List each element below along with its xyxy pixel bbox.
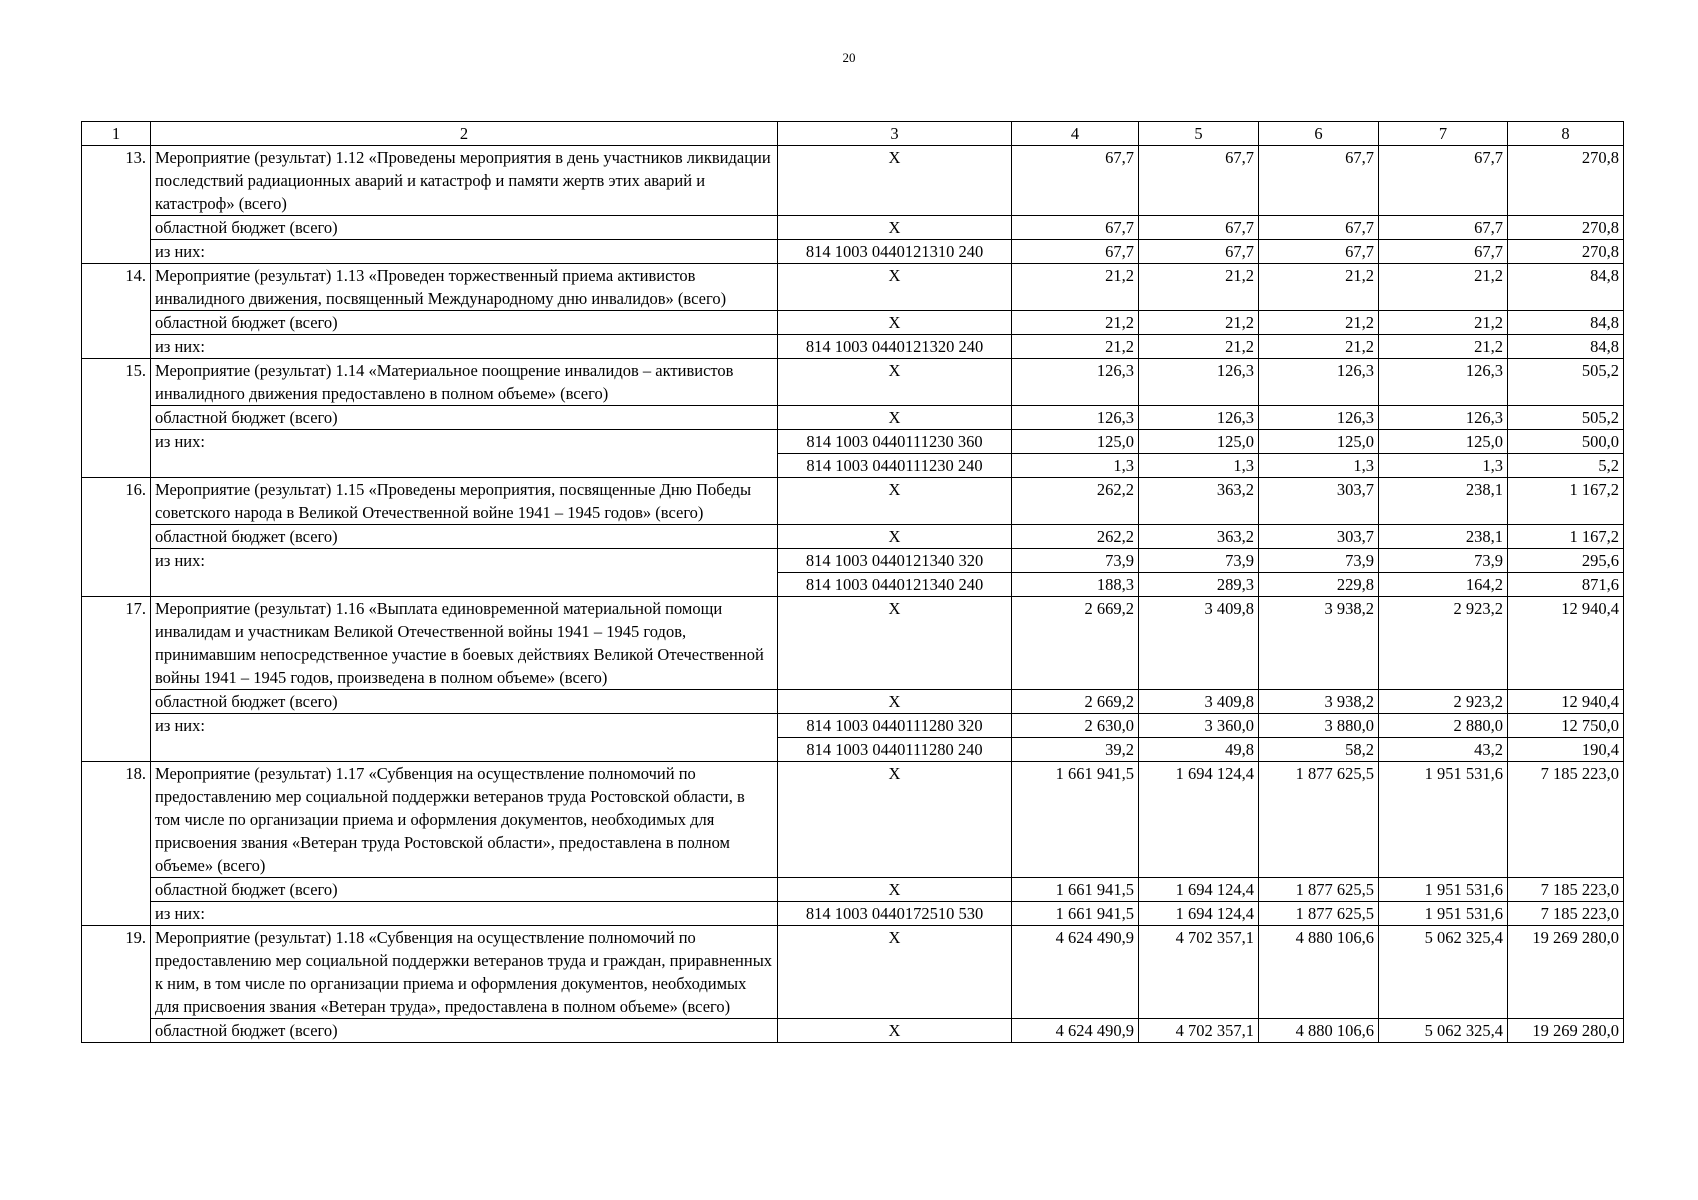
value-cell: 2 880,0 <box>1379 714 1508 738</box>
value-cell: 67,7 <box>1379 146 1508 216</box>
value-cell: 125,0 <box>1259 430 1379 454</box>
value-cell: 4 624 490,9 <box>1012 1019 1139 1043</box>
value-cell: 5 062 325,4 <box>1379 1019 1508 1043</box>
table-row <box>82 216 1624 240</box>
value-cell: 500,0 <box>1508 430 1624 454</box>
code-cell: X <box>778 926 1012 1019</box>
code-cell: 814 1003 0440121320 240 <box>778 335 1012 359</box>
value-cell: 125,0 <box>1379 430 1508 454</box>
value-cell: 164,2 <box>1379 573 1508 597</box>
value-cell: 67,7 <box>1012 240 1139 264</box>
value-cell: 262,2 <box>1012 478 1139 525</box>
value-cell: 3 938,2 <box>1259 690 1379 714</box>
of-which-label: из них: <box>151 430 778 478</box>
code-cell: X <box>778 690 1012 714</box>
value-cell: 126,3 <box>1379 359 1508 406</box>
table-row <box>82 597 1624 690</box>
value-cell: 270,8 <box>1508 146 1624 216</box>
budget-label: областной бюджет (всего) <box>151 311 778 335</box>
code-cell: X <box>778 406 1012 430</box>
header-cell: 2 <box>151 122 778 146</box>
value-cell: 303,7 <box>1259 525 1379 549</box>
code-cell: 814 1003 0440111230 240 <box>778 454 1012 478</box>
header-cell: 1 <box>82 122 151 146</box>
code-cell: X <box>778 359 1012 406</box>
value-cell: 229,8 <box>1259 573 1379 597</box>
value-cell: 1 661 941,5 <box>1012 902 1139 926</box>
table-row <box>82 146 1624 216</box>
value-cell: 12 750,0 <box>1508 714 1624 738</box>
value-cell: 21,2 <box>1012 335 1139 359</box>
item-number: 19. <box>82 926 151 1043</box>
value-cell: 871,6 <box>1508 573 1624 597</box>
code-cell: 814 1003 0440121340 320 <box>778 549 1012 573</box>
value-cell: 126,3 <box>1012 406 1139 430</box>
value-cell: 4 880 106,6 <box>1259 1019 1379 1043</box>
budget-label: областной бюджет (всего) <box>151 525 778 549</box>
value-cell: 2 669,2 <box>1012 690 1139 714</box>
value-cell: 295,6 <box>1508 549 1624 573</box>
item-number: 16. <box>82 478 151 597</box>
value-cell: 1 167,2 <box>1508 525 1624 549</box>
value-cell: 84,8 <box>1508 311 1624 335</box>
value-cell: 126,3 <box>1139 359 1259 406</box>
value-cell: 188,3 <box>1012 573 1139 597</box>
value-cell: 1 951 531,6 <box>1379 878 1508 902</box>
of-which-label: из них: <box>151 335 778 359</box>
code-cell: X <box>778 1019 1012 1043</box>
header-row <box>82 122 1624 146</box>
value-cell: 67,7 <box>1012 146 1139 216</box>
code-cell: X <box>778 311 1012 335</box>
budget-label: областной бюджет (всего) <box>151 1019 778 1043</box>
value-cell: 1 951 531,6 <box>1379 762 1508 878</box>
item-title: Мероприятие (результат) 1.12 «Проведены мероприятия в день участников ликвидации последствий радиационных аварий и катастроф и памяти жертв этих аварий и катастроф» (всего) <box>151 146 778 216</box>
code-cell: X <box>778 146 1012 216</box>
value-cell: 126,3 <box>1259 359 1379 406</box>
item-number: 18. <box>82 762 151 926</box>
table-row <box>82 902 1624 926</box>
value-cell: 19 269 280,0 <box>1508 926 1624 1019</box>
value-cell: 2 923,2 <box>1379 690 1508 714</box>
value-cell: 67,7 <box>1139 240 1259 264</box>
table-row <box>82 311 1624 335</box>
table-row <box>82 335 1624 359</box>
table-row <box>82 359 1624 406</box>
value-cell: 363,2 <box>1139 525 1259 549</box>
value-cell: 4 702 357,1 <box>1139 926 1259 1019</box>
table-row <box>82 430 1624 454</box>
header-cell: 4 <box>1012 122 1139 146</box>
value-cell: 67,7 <box>1379 240 1508 264</box>
value-cell: 3 409,8 <box>1139 597 1259 690</box>
header-cell: 7 <box>1379 122 1508 146</box>
value-cell: 21,2 <box>1139 335 1259 359</box>
value-cell: 238,1 <box>1379 478 1508 525</box>
value-cell: 73,9 <box>1139 549 1259 573</box>
value-cell: 21,2 <box>1139 264 1259 311</box>
of-which-label: из них: <box>151 714 778 762</box>
value-cell: 3 938,2 <box>1259 597 1379 690</box>
code-cell: X <box>778 762 1012 878</box>
value-cell: 505,2 <box>1508 359 1624 406</box>
code-cell: X <box>778 525 1012 549</box>
table-row <box>82 878 1624 902</box>
value-cell: 67,7 <box>1259 216 1379 240</box>
value-cell: 39,2 <box>1012 738 1139 762</box>
value-cell: 21,2 <box>1379 335 1508 359</box>
value-cell: 1 694 124,4 <box>1139 762 1259 878</box>
budget-table <box>81 121 1624 1043</box>
item-number: 13. <box>82 146 151 264</box>
value-cell: 67,7 <box>1012 216 1139 240</box>
table-row <box>82 240 1624 264</box>
value-cell: 73,9 <box>1012 549 1139 573</box>
value-cell: 1,3 <box>1379 454 1508 478</box>
value-cell: 49,8 <box>1139 738 1259 762</box>
value-cell: 67,7 <box>1139 216 1259 240</box>
code-cell: X <box>778 216 1012 240</box>
header-cell: 8 <box>1508 122 1624 146</box>
table-row <box>82 525 1624 549</box>
value-cell: 73,9 <box>1379 549 1508 573</box>
budget-label: областной бюджет (всего) <box>151 690 778 714</box>
item-title: Мероприятие (результат) 1.17 «Субвенция на осуществление полномочий по предоставлению мер социальной поддержки ветеранов труда Ростовской области, в том числе по организации приема и оформления документов, необходимых для присвоения звания «Ветеран труда Ростовской области», предоставлена в полном объеме» (всего) <box>151 762 778 878</box>
of-which-label: из них: <box>151 902 778 926</box>
value-cell: 21,2 <box>1259 264 1379 311</box>
item-title: Мероприятие (результат) 1.18 «Субвенция на осуществление полномочий по предоставлению мер социальной поддержки ветеранов труда и граждан, приравненных к ним, в том числе по организации приема и оформления документов, необходимых для присвоения звания «Ветеран труда», предоставлена в полном объеме» (всего) <box>151 926 778 1019</box>
value-cell: 4 624 490,9 <box>1012 926 1139 1019</box>
item-title: Мероприятие (результат) 1.15 «Проведены мероприятия, посвященные Дню Победы советского народа в Великой Отечественной войне 1941 – 1945 годов» (всего) <box>151 478 778 525</box>
value-cell: 289,3 <box>1139 573 1259 597</box>
table-row <box>82 762 1624 878</box>
item-number: 17. <box>82 597 151 762</box>
code-cell: 814 1003 0440111280 320 <box>778 714 1012 738</box>
code-cell: X <box>778 597 1012 690</box>
value-cell: 12 940,4 <box>1508 597 1624 690</box>
value-cell: 67,7 <box>1259 146 1379 216</box>
code-cell: 814 1003 0440172510 530 <box>778 902 1012 926</box>
table-row <box>82 478 1624 525</box>
code-cell: 814 1003 0440121340 240 <box>778 573 1012 597</box>
value-cell: 1 877 625,5 <box>1259 878 1379 902</box>
value-cell: 126,3 <box>1139 406 1259 430</box>
value-cell: 21,2 <box>1379 264 1508 311</box>
budget-label: областной бюджет (всего) <box>151 406 778 430</box>
item-title: Мероприятие (результат) 1.13 «Проведен торжественный приема активистов инвалидного движения, посвященный Международному дню инвалидов» (всего) <box>151 264 778 311</box>
item-title: Мероприятие (результат) 1.16 «Выплата единовременной материальной помощи инвалидам и участникам Великой Отечественной войны 1941 – 1945 годов, принимавшим непосредственное участие в боевых действиях Великой Отечественной войны 1941 – 1945 годов, произведена в полном объеме» (всего) <box>151 597 778 690</box>
value-cell: 303,7 <box>1259 478 1379 525</box>
of-which-label: из них: <box>151 549 778 597</box>
table-row <box>82 549 1624 573</box>
budget-label: областной бюджет (всего) <box>151 878 778 902</box>
value-cell: 3 880,0 <box>1259 714 1379 738</box>
value-cell: 3 409,8 <box>1139 690 1259 714</box>
value-cell: 238,1 <box>1379 525 1508 549</box>
value-cell: 270,8 <box>1508 240 1624 264</box>
value-cell: 1 167,2 <box>1508 478 1624 525</box>
value-cell: 21,2 <box>1139 311 1259 335</box>
value-cell: 4 880 106,6 <box>1259 926 1379 1019</box>
table-row <box>82 264 1624 311</box>
value-cell: 43,2 <box>1379 738 1508 762</box>
value-cell: 21,2 <box>1379 311 1508 335</box>
value-cell: 21,2 <box>1012 311 1139 335</box>
value-cell: 12 940,4 <box>1508 690 1624 714</box>
value-cell: 5,2 <box>1508 454 1624 478</box>
value-cell: 5 062 325,4 <box>1379 926 1508 1019</box>
value-cell: 270,8 <box>1508 216 1624 240</box>
value-cell: 1,3 <box>1259 454 1379 478</box>
item-number: 14. <box>82 264 151 359</box>
budget-label: областной бюджет (всего) <box>151 216 778 240</box>
page-number: 20 <box>842 50 856 65</box>
table-row <box>82 714 1624 738</box>
value-cell: 1 951 531,6 <box>1379 902 1508 926</box>
of-which-label: из них: <box>151 240 778 264</box>
value-cell: 1 661 941,5 <box>1012 878 1139 902</box>
code-cell: X <box>778 878 1012 902</box>
value-cell: 363,2 <box>1139 478 1259 525</box>
value-cell: 190,4 <box>1508 738 1624 762</box>
value-cell: 1 694 124,4 <box>1139 878 1259 902</box>
value-cell: 125,0 <box>1139 430 1259 454</box>
value-cell: 126,3 <box>1012 359 1139 406</box>
value-cell: 262,2 <box>1012 525 1139 549</box>
item-number: 15. <box>82 359 151 478</box>
table-body <box>82 122 1624 1043</box>
value-cell: 4 702 357,1 <box>1139 1019 1259 1043</box>
header-cell: 5 <box>1139 122 1259 146</box>
value-cell: 2 630,0 <box>1012 714 1139 738</box>
code-cell: 814 1003 0440121310 240 <box>778 240 1012 264</box>
value-cell: 1 694 124,4 <box>1139 902 1259 926</box>
value-cell: 2 923,2 <box>1379 597 1508 690</box>
value-cell: 505,2 <box>1508 406 1624 430</box>
value-cell: 1 877 625,5 <box>1259 762 1379 878</box>
value-cell: 73,9 <box>1259 549 1379 573</box>
table-row <box>82 1019 1624 1043</box>
value-cell: 125,0 <box>1012 430 1139 454</box>
value-cell: 84,8 <box>1508 264 1624 311</box>
value-cell: 67,7 <box>1259 240 1379 264</box>
value-cell: 1,3 <box>1012 454 1139 478</box>
code-cell: 814 1003 0440111230 360 <box>778 430 1012 454</box>
value-cell: 126,3 <box>1259 406 1379 430</box>
value-cell: 67,7 <box>1379 216 1508 240</box>
value-cell: 3 360,0 <box>1139 714 1259 738</box>
code-cell: X <box>778 264 1012 311</box>
value-cell: 126,3 <box>1379 406 1508 430</box>
table-row <box>82 926 1624 1019</box>
code-cell: X <box>778 478 1012 525</box>
value-cell: 7 185 223,0 <box>1508 878 1624 902</box>
value-cell: 21,2 <box>1259 311 1379 335</box>
value-cell: 1 661 941,5 <box>1012 762 1139 878</box>
header-cell: 6 <box>1259 122 1379 146</box>
value-cell: 67,7 <box>1139 146 1259 216</box>
table-row <box>82 406 1624 430</box>
value-cell: 21,2 <box>1259 335 1379 359</box>
item-title: Мероприятие (результат) 1.14 «Материальное поощрение инвалидов – активистов инвалидного движения предоставлено в полном объеме» (всего) <box>151 359 778 406</box>
value-cell: 58,2 <box>1259 738 1379 762</box>
value-cell: 7 185 223,0 <box>1508 902 1624 926</box>
value-cell: 1 877 625,5 <box>1259 902 1379 926</box>
table-row <box>82 690 1624 714</box>
header-cell: 3 <box>778 122 1012 146</box>
value-cell: 84,8 <box>1508 335 1624 359</box>
value-cell: 19 269 280,0 <box>1508 1019 1624 1043</box>
code-cell: 814 1003 0440111280 240 <box>778 738 1012 762</box>
value-cell: 7 185 223,0 <box>1508 762 1624 878</box>
value-cell: 1,3 <box>1139 454 1259 478</box>
value-cell: 21,2 <box>1012 264 1139 311</box>
value-cell: 2 669,2 <box>1012 597 1139 690</box>
